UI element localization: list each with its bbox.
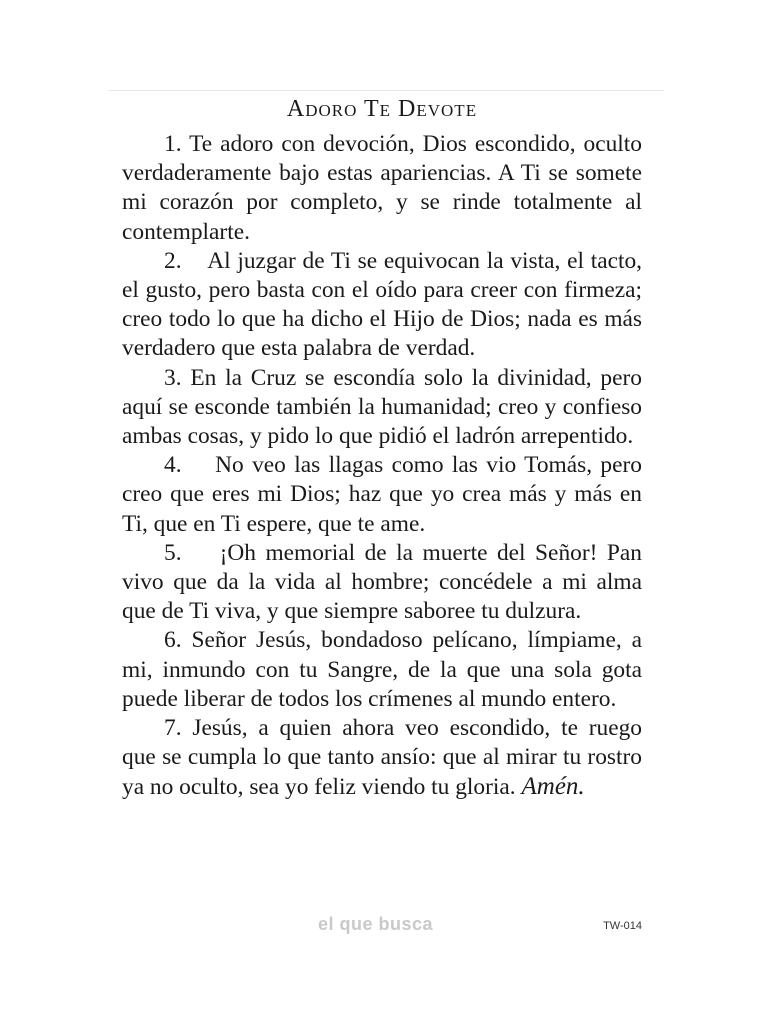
watermark-text: el que busca [318, 914, 434, 934]
verse-number: 5. [164, 539, 182, 566]
verse-2 [122, 247, 642, 364]
verse-text: Al juzgar de Ti se equivocan la vista, el tacto, el gusto, pero basta con el oído para creer con firmeza; creo todo lo que ha dicho el Hijo de Dios; nada es más verdadero que esta palabra de verdad. [122, 247, 642, 362]
verse-number: 2. [164, 247, 182, 274]
amen-text: Amén. [521, 773, 585, 801]
verse-number: 4. [164, 452, 182, 479]
top-divider [108, 90, 664, 91]
verse-number: 3. [164, 364, 182, 391]
verse-text: Jesús, a quien ahora veo escondido, te ruego que se cumpla lo que tanto ansío: que al mirar tu rostro ya no oculto, sea yo feliz viendo tu gloria. [122, 715, 642, 801]
card-code: TW-014 [603, 920, 642, 932]
card-footer [122, 912, 642, 942]
prayer-card [122, 94, 642, 803]
verse-number: 6. [164, 627, 182, 654]
prayer-title: Adoro Te Devote [286, 96, 478, 122]
verse-text: Te adoro con devoción, Dios escondido, oculto verdaderamente bajo estas apariencias. A Ti se somete mi corazón por completo, y se rinde totalmente al contemplarte. [122, 131, 642, 245]
verse-6 [122, 626, 642, 714]
verse-number: 7. [164, 715, 182, 742]
verse-text: En la Cruz se escondía solo la divinidad, pero aquí se esconde también la humanidad; creo y confieso ambas cosas, y pido lo que pidió el ladrón arrepentido. [122, 364, 642, 450]
verse-text: Señor Jesús, bondadoso pelícano, límpiame, a mi, inmundo con tu Sangre, de la que una sola gota puede liberar de todos los crímenes al mundo entero. [122, 627, 642, 712]
verse-3 [122, 364, 642, 452]
verse-5 [122, 539, 642, 627]
verse-number: 1. [164, 131, 182, 157]
verse-4 [122, 451, 642, 539]
verse-text: No veo las llagas como las vio Tomás, pero creo que eres mi Dios; haz que yo crea más y más en Ti, que en Ti espere, que te ame. [122, 452, 642, 537]
verse-text: ¡Oh memorial de la muerte del Señor! Pan vivo que da la vida al hombre; concédele a mi alma que de Ti viva, y que siempre saboree tu dulzura. [122, 539, 643, 625]
verse-7 [122, 714, 642, 803]
verse-1 [122, 130, 642, 247]
